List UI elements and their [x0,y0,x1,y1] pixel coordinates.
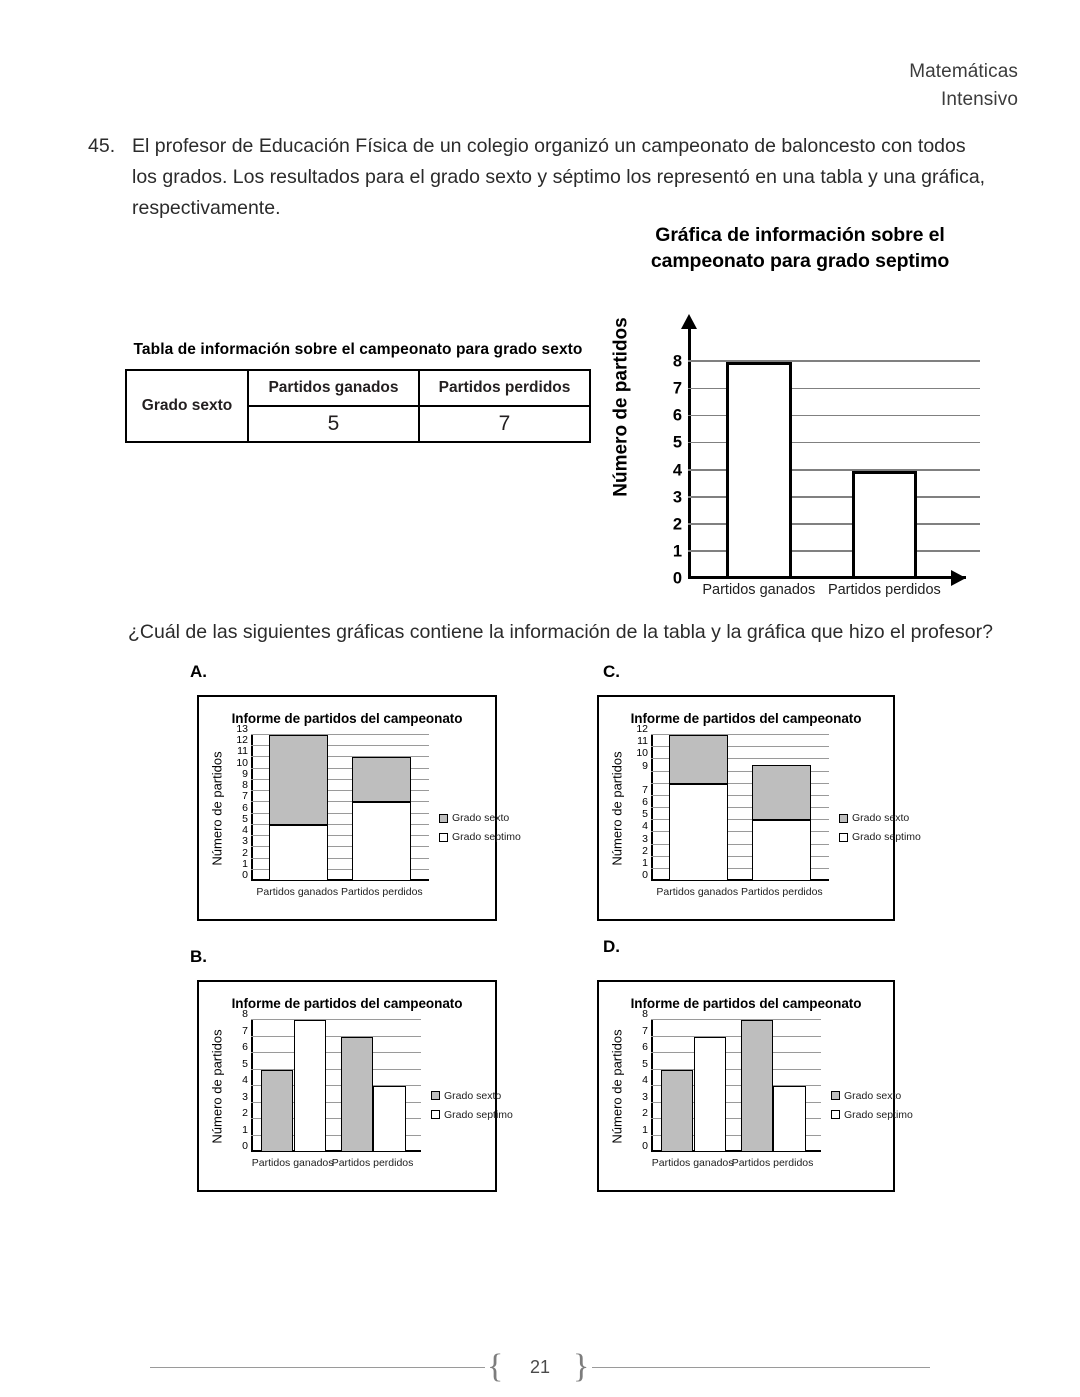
y-tick-label: 0 [242,869,248,881]
option-a[interactable] [185,660,521,950]
option-a-chart[interactable] [197,695,521,921]
y-tick-label: 3 [642,1090,648,1103]
option-letter-a: A. [190,662,207,681]
y-tick-label: 6 [242,1041,248,1053]
option-bar [341,1037,373,1153]
gridline [651,1036,821,1037]
option-legend [439,812,521,850]
option-y-axis [651,735,653,881]
stimulus-y-axis-label [608,282,636,532]
option-letter-b: B. [190,947,207,966]
option-plot-area [636,723,829,881]
y-tick-label: 10 [636,747,648,760]
sixth-grade-table [125,369,591,443]
y-tick-label: 3 [642,832,648,845]
question-stem [88,131,993,224]
y-tick-label: 0 [672,569,682,588]
legend-swatch-grado-sexto [839,814,848,823]
option-bar-segment [269,825,328,881]
gridline [251,1036,421,1037]
stimulus-x-axis-labels [650,582,980,604]
table-value-won: 5 [248,406,419,442]
option-bar-segment [352,802,411,881]
y-tick-label: 3 [242,835,248,848]
y-tick-label: 13 [236,723,248,735]
y-tick-label: 0 [242,1140,248,1152]
legend-item [439,831,521,843]
legend-swatch-grado-sexto [439,814,448,823]
legend-label: Grado sexto [444,1089,502,1102]
stimulus-chart [611,222,986,598]
y-tick-label: 8 [672,352,682,371]
y-tick-label: 0 [642,1140,648,1152]
question-number: 45. [88,135,116,157]
y-tick-label: 5 [642,1057,648,1070]
option-d-chart[interactable] [597,980,913,1192]
y-tick-label: 1 [242,1123,248,1136]
legend-swatch-grado-septimo [839,833,848,842]
option-legend [831,1090,913,1128]
stimulus-chart-title: Gráfica de información sobre el campeonato para grado septimo [650,224,950,272]
option-chart-title: Informe de partidos del campeonato [630,711,862,726]
option-x-label: Partidos ganados [656,886,739,898]
table-row [126,370,590,406]
option-bar [694,1037,726,1153]
stimulus-grid-and-bars [688,344,980,579]
option-bar [261,1070,293,1153]
document-header [909,58,1018,114]
legend-swatch-grado-sexto [831,1091,840,1100]
y-tick-label: 1 [672,542,682,561]
option-c[interactable] [595,660,925,950]
y-tick-label: 11 [237,745,248,758]
y-tick-label: 8 [642,1008,648,1020]
option-bar-segment [352,757,411,802]
option-c-chart[interactable] [597,695,921,921]
option-chart-title: Informe de partidos del campeonato [231,711,463,726]
option-bar [373,1086,405,1152]
stimulus-plot-wrapper [611,282,986,598]
stimulus-plot-area [650,344,980,588]
y-tick-label: 12 [236,734,248,747]
legend-item [839,812,921,824]
option-plot-area [642,1008,821,1152]
y-tick-label: 2 [642,1107,648,1119]
y-tick-label: 9 [242,767,248,780]
y-tick-label: 3 [672,488,682,507]
legend-item [439,812,521,824]
y-tick-label: 7 [672,379,682,398]
y-tick-label: 7 [242,790,248,803]
y-tick-label: 6 [642,796,648,808]
option-y-axis [251,1020,253,1152]
header-program: Intensivo [941,89,1018,110]
option-x-label: Partidos perdidos [340,886,423,898]
option-y-axis-label [207,735,227,881]
option-plot-area [242,1008,421,1152]
table-col-header-won: Partidos ganados [248,370,419,406]
footer-brace-right: } [573,1348,590,1385]
y-tick-label: 12 [636,723,648,735]
option-bar [741,1020,773,1152]
y-tick-label: 2 [672,515,682,534]
y-tick-label: 10 [236,756,248,769]
y-tick-label: 4 [242,824,248,837]
y-tick-label: 4 [642,820,648,833]
option-legend [839,812,921,850]
y-tick-label: 0 [642,869,648,881]
y-tick-label: 4 [642,1074,648,1086]
option-x-label: Partidos ganados [256,886,339,898]
y-tick-label: 7 [242,1024,248,1037]
stimulus-x-label: Partidos perdidos [827,582,941,598]
y-tick-label: 1 [642,856,648,869]
option-x-label: Partidos ganados [651,1157,734,1169]
legend-swatch-grado-septimo [439,833,448,842]
question-leadin: ¿Cuál de las siguientes gráficas contiene la información de la tabla y la gráfica que hizo el profesor? [128,621,993,643]
y-tick-label: 1 [642,1123,648,1136]
option-y-axis-label [607,735,627,881]
legend-label: Grado septimo [852,831,921,844]
y-tick-label: 4 [672,461,682,479]
y-tick-label: 1 [242,857,248,870]
option-bar-segment [752,765,811,820]
option-bar-segment [669,735,728,784]
option-y-axis-label-text: Número de partidos [609,1028,625,1144]
option-bar-segment [269,735,328,825]
option-y-axis-label [207,1020,227,1152]
option-bar-segment [669,784,728,881]
legend-label: Grado sexto [844,1089,902,1102]
option-chart-title: Informe de partidos del campeonato [231,996,463,1011]
legend-item [831,1090,913,1102]
option-x-label: Partidos perdidos [740,886,823,898]
option-y-axis-label [607,1020,627,1152]
option-chart-title: Informe de partidos del campeonato [630,996,862,1011]
option-bar [773,1086,805,1152]
option-y-axis-label-text: Número de partidos [209,1028,225,1144]
stimulus-x-label: Partidos ganados [702,582,816,598]
table-col-header-lost: Partidos perdidos [419,370,590,406]
legend-item [839,831,921,843]
table-title: Tabla de información sobre el campeonato para grado sexto [133,341,583,358]
y-tick-label: 6 [672,406,682,425]
y-tick-label: 4 [242,1074,248,1086]
y-tick-label: 2 [642,844,648,857]
legend-swatch-grado-sexto [431,1091,440,1100]
page-number: 21 [529,1357,551,1377]
y-tick-label: 2 [242,846,248,859]
option-x-label: Partidos ganados [251,1157,334,1169]
option-letter-c: C. [603,662,620,681]
table-value-lost: 7 [419,406,590,442]
legend-label: Grado septimo [444,1108,513,1121]
stimulus-bar [852,471,918,580]
footer-brace-left: { [487,1348,504,1385]
stimulus-bar [726,362,792,579]
table-row-header: Grado sexto [126,370,248,442]
y-tick-label: 7 [642,783,648,796]
option-x-label: Partidos perdidos [331,1157,414,1169]
y-tick-label: 6 [242,801,248,814]
y-tick-label: 5 [242,812,248,825]
gridline [651,1019,821,1020]
y-tick-label: 5 [242,1057,248,1070]
y-tick-label: 7 [642,1024,648,1037]
y-tick-label: 8 [242,779,248,792]
option-x-label: Partidos perdidos [731,1157,814,1169]
sixth-grade-table-block [125,340,591,443]
option-bar [294,1020,326,1152]
y-tick-label: 5 [672,433,682,452]
legend-swatch-grado-septimo [431,1110,440,1119]
y-tick-label: 8 [242,1008,248,1020]
footer-rule-right [592,1367,930,1368]
gridline [651,1052,821,1053]
page-footer [0,1348,1080,1388]
legend-label: Grado septimo [452,831,521,844]
y-tick-label: 5 [642,808,648,821]
legend-label: Grado sexto [452,812,510,825]
legend-swatch-grado-septimo [831,1110,840,1119]
option-d[interactable] [595,935,925,1225]
option-b-chart[interactable] [197,980,513,1192]
legend-item [431,1109,513,1121]
y-tick-label: 6 [642,1041,648,1053]
y-tick-label: 3 [242,1090,248,1103]
option-letter-d: D. [603,937,620,956]
gridline [251,1052,421,1053]
legend-label: Grado sexto [852,812,910,825]
option-legend [431,1090,513,1128]
y-tick-label: 2 [242,1107,248,1119]
option-y-axis-label-text: Número de partidos [609,750,625,866]
option-bar [661,1070,693,1153]
option-b[interactable] [185,945,515,1235]
option-plot-area [236,723,429,881]
option-bar-segment [752,820,811,881]
option-y-axis [651,1020,653,1152]
y-tick-label: 11 [637,735,648,748]
legend-item [831,1109,913,1121]
header-subject: Matemáticas [909,61,1018,82]
stimulus-y-axis-label-text: Número de partidos [611,317,633,497]
legend-label: Grado septimo [844,1108,913,1121]
option-y-axis-label-text: Número de partidos [209,750,225,866]
gridline [251,1019,421,1020]
legend-item [431,1090,513,1102]
question-text: El profesor de Educación Física de un colegio organizó un campeonato de baloncesto con todos los grados. Los resultados para el grado sexto y séptimo los representó en una tabla y una gráfica, respectivamente. [132,135,986,219]
y-tick-label: 9 [642,759,648,772]
